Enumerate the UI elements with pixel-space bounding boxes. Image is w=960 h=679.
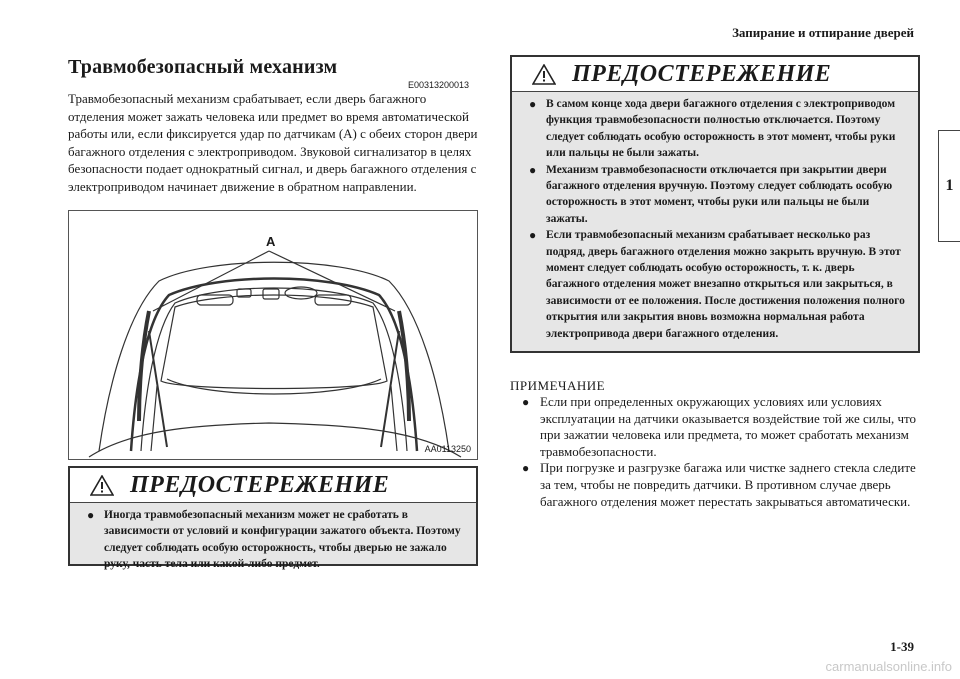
warning-item (524, 96, 910, 162)
bullet-icon: ● (522, 395, 530, 409)
warning-header (70, 468, 476, 503)
page-header-title: Запирание и отпирание дверей (732, 25, 914, 40)
warning-box-left (68, 466, 478, 571)
page-number: 1-39 (890, 639, 914, 654)
bullet-icon: ● (87, 508, 95, 522)
note-section (510, 378, 922, 510)
warning-item-text: В самом конце хода двери багажного отделения с электроприводом функция травмобезопасности полностью отключается. Поэтому следует соблюдать особую осторожность в этот момент, чтобы руки или пальцы не были зажаты. (546, 98, 896, 160)
section-title: Травмобезопасный механизм (68, 56, 338, 78)
section-body-text: Травмобезопасный механизм срабатывает, если дверь багажного отделения может зажать человека или предмет во время автоматической работы или, если фиксируется удар по датчикам (A) с обеих сторон двери багажного отделения с электроприводом. Звуковой сигнализатор в целях безопасности подает однократный сигнал, и дверь багажного отделения с электроприводом начинает движение в обратном направлении. (68, 91, 478, 194)
bullet-icon: ● (529, 228, 537, 243)
warning-triangle-icon (532, 64, 556, 85)
bullet-icon: ● (522, 461, 530, 476)
section-code: E00313200013 (408, 80, 470, 90)
warning-title: ПРЕДОСТЕРЕЖЕНИЕ (130, 471, 390, 498)
warning-item (82, 507, 468, 573)
warning-triangle-icon (90, 475, 114, 496)
warning-item-text: Если травмобезопасный механизм срабатывает несколько раз подряд, дверь багажного отделения можно закрыть вручную. В этот момент следует соблюдать особую осторожность, т. к. дверь багажного отделения может внезапно открыться или закрыться, в зависимости от ее положения. После достижения положения полного открытия или закрытия вновь возможна нормальная работа электропривода двери багажного отделения. (546, 229, 905, 340)
watermark[interactable]: carmanualsonline.info (825, 659, 952, 674)
note-item (510, 394, 922, 460)
warning-box-right (510, 55, 920, 353)
warning-item-text: Иногда травмобезопасный механизм может не сработать в зависимости от условий и конфигурации зажатого объекта. Поэтому следует соблюдать особую осторожность, чтобы дверью не зажало руку, часть тела или какой-либо предмет. (104, 509, 461, 571)
note-item-text: Если при определенных окружающих условиях или условиях эксплуатации на датчики оказывается воздействие той же силы, что при зажатии человека или предмета, то может сработать механизм травмобезопасности. (540, 394, 917, 459)
note-item (510, 460, 922, 510)
warning-title: ПРЕДОСТЕРЕЖЕНИЕ (572, 60, 832, 87)
illustration-label: A (266, 234, 276, 249)
note-item-text: При погрузке и разгрузке багажа или чистке заднего стекла следите за тем, чтобы не повредить датчики. В противном случае дверь багажного отделения может перестать закрываться автоматически. (540, 460, 916, 509)
warning-item-text: Механизм травмобезопасности отключается при закрытии двери багажного отделения вручную. Поэтому следует соблюдать особую осторожность в этот момент, чтобы руки или пальцы не были зажаты. (546, 163, 893, 225)
tailgate-illustration (68, 210, 478, 460)
warning-list (70, 503, 476, 577)
illustration-code: AA0113250 (424, 444, 471, 454)
warning-header (512, 57, 918, 92)
bullet-icon: ● (529, 97, 537, 111)
note-list (510, 394, 922, 510)
warning-list (512, 92, 918, 346)
bullet-icon: ● (529, 162, 537, 177)
warning-item (524, 162, 910, 228)
warning-item (524, 227, 910, 342)
chapter-tab[interactable]: 1 (938, 130, 960, 242)
note-title: ПРИМЕЧАНИЕ (510, 378, 606, 393)
